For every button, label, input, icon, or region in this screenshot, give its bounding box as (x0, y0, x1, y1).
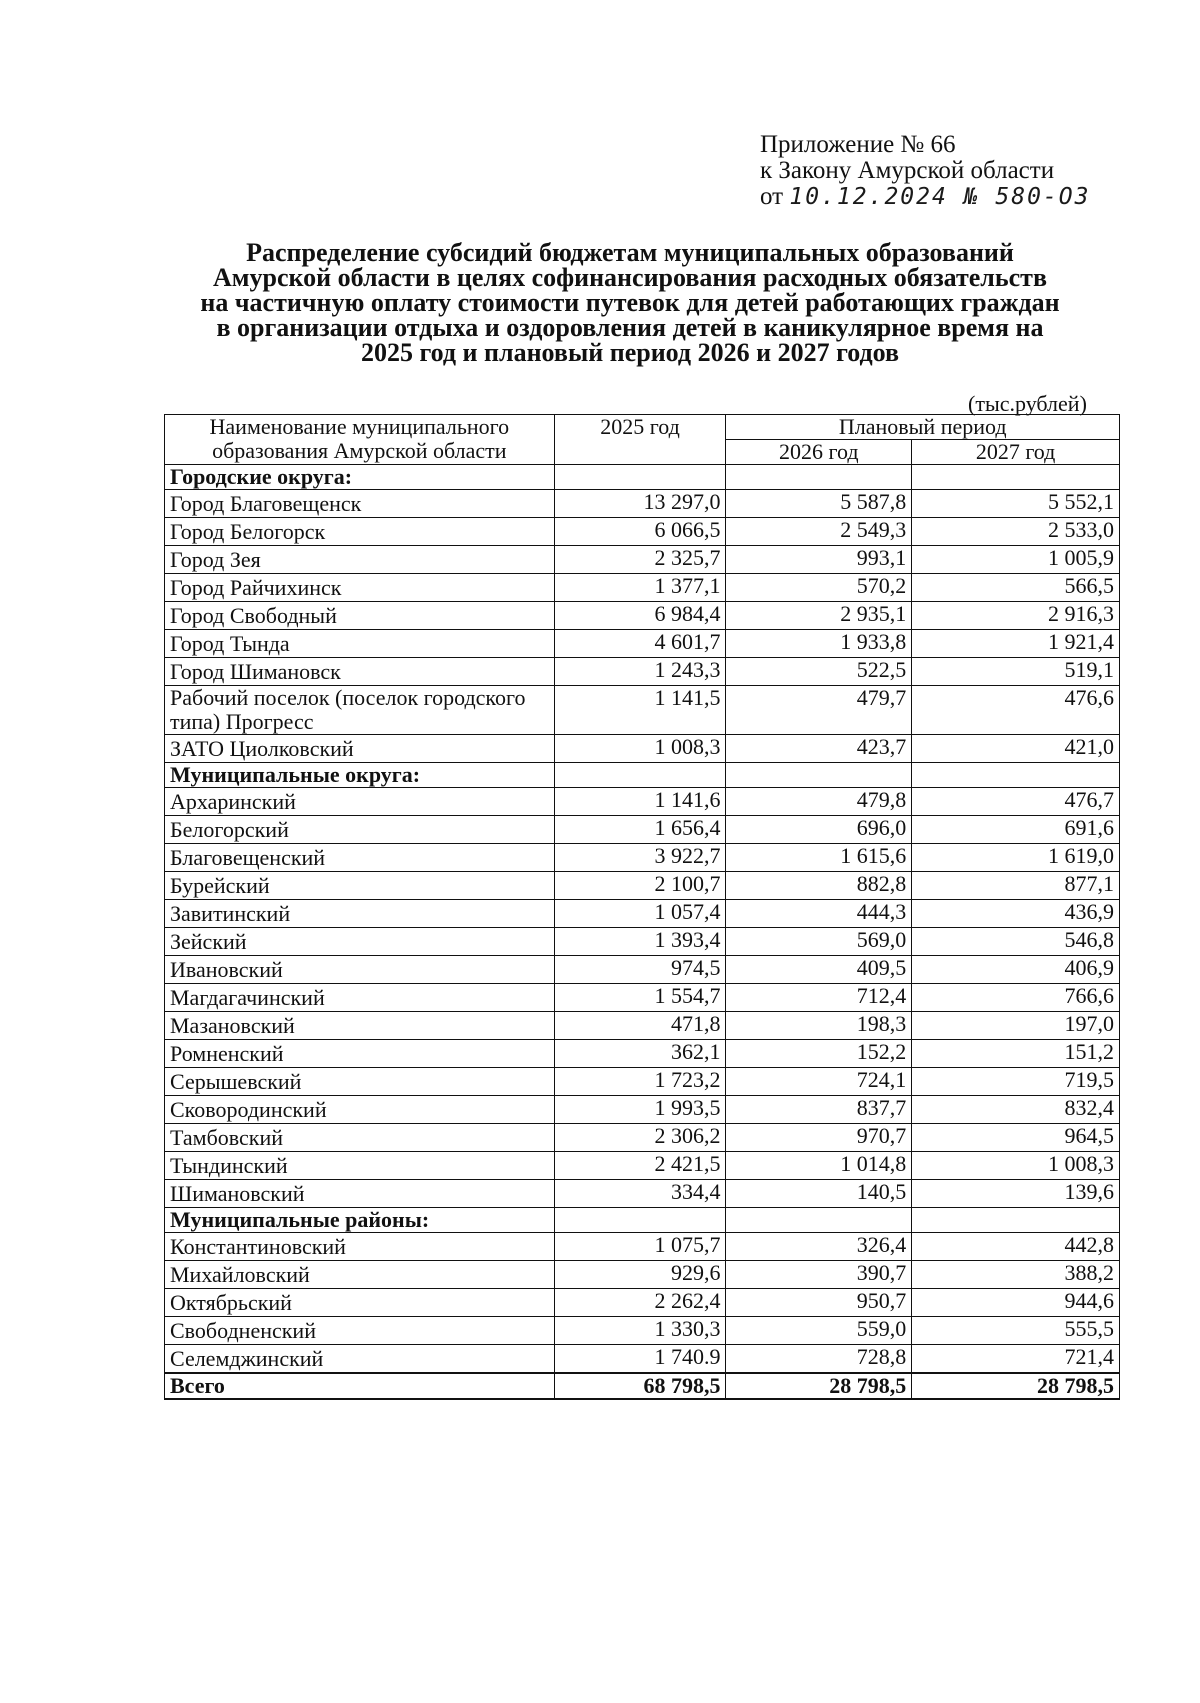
value-2026: 970,7 (726, 1124, 912, 1152)
empty-cell (912, 763, 1120, 788)
value-2025: 334,4 (554, 1180, 726, 1208)
section-title: Муниципальные округа: (165, 763, 555, 788)
header-2027: 2027 год (912, 440, 1120, 465)
appendix-date (760, 184, 1090, 210)
title-line-4: в организации отдыха и оздоровления детей в каникулярное время на (216, 313, 1044, 342)
section-header-row (165, 465, 1120, 490)
table-row (165, 1289, 1120, 1317)
value-2025: 471,8 (554, 1012, 726, 1040)
table-row (165, 1096, 1120, 1124)
value-2027: 2 916,3 (912, 602, 1120, 630)
header-2026: 2026 год (726, 440, 912, 465)
section-header-row (165, 1208, 1120, 1233)
units-label: (тыс.рублей) (968, 391, 1087, 416)
value-2026: 522,5 (726, 658, 912, 686)
municipality-name: Город Благовещенск (165, 490, 555, 518)
value-2025: 1 993,5 (554, 1096, 726, 1124)
value-2025: 6 066,5 (554, 518, 726, 546)
municipality-name: Серышевский (165, 1068, 555, 1096)
value-2026: 390,7 (726, 1261, 912, 1289)
section-header-row (165, 763, 1120, 788)
value-2025: 13 297,0 (554, 490, 726, 518)
municipality-name: Город Шимановск (165, 658, 555, 686)
table-row (165, 1012, 1120, 1040)
value-2027: 719,5 (912, 1068, 1120, 1096)
table-row (165, 735, 1120, 763)
municipality-name: Город Райчихинск (165, 574, 555, 602)
municipality-name: Рабочий поселок (поселок городского типа) Прогресс (165, 686, 555, 735)
table-row (165, 1180, 1120, 1208)
empty-cell (912, 465, 1120, 490)
table-row (165, 984, 1120, 1012)
table-row (165, 1317, 1120, 1345)
title-line-1: Распределение субсидий бюджетам муниципальных образований (246, 238, 1014, 267)
value-2026: 2 549,3 (726, 518, 912, 546)
empty-cell (726, 763, 912, 788)
value-2025: 974,5 (554, 956, 726, 984)
value-2026: 728,8 (726, 1345, 912, 1374)
value-2027: 519,1 (912, 658, 1120, 686)
value-2025: 4 601,7 (554, 630, 726, 658)
table-row (165, 788, 1120, 816)
value-2027: 877,1 (912, 872, 1120, 900)
value-2026: 444,3 (726, 900, 912, 928)
municipality-name: Шимановский (165, 1180, 555, 1208)
value-2027: 1 005,9 (912, 546, 1120, 574)
value-2025: 2 421,5 (554, 1152, 726, 1180)
table-row (165, 1233, 1120, 1261)
title-line-5: 2025 год и плановый период 2026 и 2027 годов (360, 338, 900, 367)
municipality-name: Зейский (165, 928, 555, 956)
title-line-3: на частичную оплату стоимости путевок для детей работающих граждан (200, 288, 1060, 317)
value-2025: 1 075,7 (554, 1233, 726, 1261)
value-2025: 362,1 (554, 1040, 726, 1068)
value-2027: 476,7 (912, 788, 1120, 816)
value-2025: 1 141,6 (554, 788, 726, 816)
municipality-name: Октябрьский (165, 1289, 555, 1317)
value-2026: 479,8 (726, 788, 912, 816)
value-2027: 832,4 (912, 1096, 1120, 1124)
header-name: Наименование муниципального образования Амурской области (165, 415, 555, 465)
value-2027: 2 533,0 (912, 518, 1120, 546)
appendix-number: Приложение № 66 (760, 131, 956, 158)
value-2025: 1 008,3 (554, 735, 726, 763)
table-row (165, 872, 1120, 900)
municipality-name: Архаринский (165, 788, 555, 816)
value-2027: 151,2 (912, 1040, 1120, 1068)
total-2026: 28 798,5 (726, 1373, 912, 1399)
table-row (165, 546, 1120, 574)
value-2025: 1 393,4 (554, 928, 726, 956)
value-2027: 5 552,1 (912, 490, 1120, 518)
value-2025: 6 984,4 (554, 602, 726, 630)
municipality-name: Бурейский (165, 872, 555, 900)
municipality-name: Город Белогорск (165, 518, 555, 546)
municipality-name: Константиновский (165, 1233, 555, 1261)
value-2026: 423,7 (726, 735, 912, 763)
value-2026: 1 014,8 (726, 1152, 912, 1180)
title-line-2: Амурской области в целях софинансирования расходных обязательств (213, 263, 1047, 292)
table-row (165, 1124, 1120, 1152)
municipality-name: Ромненский (165, 1040, 555, 1068)
empty-cell (554, 763, 726, 788)
empty-cell (726, 465, 912, 490)
value-2026: 1 615,6 (726, 844, 912, 872)
value-2026: 570,2 (726, 574, 912, 602)
municipality-name: Магдагачинский (165, 984, 555, 1012)
value-2026: 837,7 (726, 1096, 912, 1124)
table-row (165, 490, 1120, 518)
table-row (165, 816, 1120, 844)
table-row (165, 1040, 1120, 1068)
value-2026: 712,4 (726, 984, 912, 1012)
value-2027: 476,6 (912, 686, 1120, 735)
empty-cell (554, 1208, 726, 1233)
table-row (165, 1152, 1120, 1180)
table-row (165, 1345, 1120, 1374)
total-2025: 68 798,5 (554, 1373, 726, 1399)
municipality-name: Белогорский (165, 816, 555, 844)
table-row (165, 658, 1120, 686)
value-2026: 696,0 (726, 816, 912, 844)
value-2026: 2 935,1 (726, 602, 912, 630)
header-planned-period: Плановый период (726, 415, 1120, 440)
value-2027: 197,0 (912, 1012, 1120, 1040)
table-row (165, 518, 1120, 546)
municipality-name: Завитинский (165, 900, 555, 928)
municipality-name: Ивановский (165, 956, 555, 984)
value-2026: 152,2 (726, 1040, 912, 1068)
value-2025: 1 243,3 (554, 658, 726, 686)
value-2027: 442,8 (912, 1233, 1120, 1261)
table-row (165, 686, 1120, 735)
value-2025: 2 100,7 (554, 872, 726, 900)
value-2025: 1 656,4 (554, 816, 726, 844)
section-title: Городские округа: (165, 465, 555, 490)
municipality-name: Михайловский (165, 1261, 555, 1289)
empty-cell (554, 465, 726, 490)
value-2027: 721,4 (912, 1345, 1120, 1374)
handwritten-date-signature: 10.12.2024 № 580-ОЗ (789, 184, 1091, 210)
appendix-law: к Закону Амурской области (760, 157, 1055, 184)
table-row (165, 630, 1120, 658)
table-row (165, 928, 1120, 956)
empty-cell (912, 1208, 1120, 1233)
value-2025: 1 057,4 (554, 900, 726, 928)
total-row (165, 1373, 1120, 1399)
value-2026: 724,1 (726, 1068, 912, 1096)
value-2027: 406,9 (912, 956, 1120, 984)
table-row (165, 844, 1120, 872)
municipality-name: Мазановский (165, 1012, 555, 1040)
value-2026: 5 587,8 (726, 490, 912, 518)
value-2027: 388,2 (912, 1261, 1120, 1289)
value-2025: 1 330,3 (554, 1317, 726, 1345)
section-title: Муниципальные районы: (165, 1208, 555, 1233)
value-2026: 479,7 (726, 686, 912, 735)
value-2026: 1 933,8 (726, 630, 912, 658)
municipality-name: Тамбовский (165, 1124, 555, 1152)
value-2026: 409,5 (726, 956, 912, 984)
value-2026: 569,0 (726, 928, 912, 956)
value-2025: 2 306,2 (554, 1124, 726, 1152)
municipality-name: Сковородинский (165, 1096, 555, 1124)
value-2027: 555,5 (912, 1317, 1120, 1345)
value-2027: 139,6 (912, 1180, 1120, 1208)
value-2027: 1 921,4 (912, 630, 1120, 658)
value-2027: 566,5 (912, 574, 1120, 602)
table-row (165, 1261, 1120, 1289)
total-2027: 28 798,5 (912, 1373, 1120, 1399)
municipality-name: Благовещенский (165, 844, 555, 872)
table-row (165, 1068, 1120, 1096)
value-2025: 2 262,4 (554, 1289, 726, 1317)
municipality-name: Город Свободный (165, 602, 555, 630)
value-2027: 944,6 (912, 1289, 1120, 1317)
table-body (165, 465, 1120, 1400)
value-2025: 1 554,7 (554, 984, 726, 1012)
appendix-date-prefix: от (760, 183, 784, 210)
total-label: Всего (165, 1373, 555, 1399)
municipality-name: Селемджинский (165, 1345, 555, 1374)
value-2026: 950,7 (726, 1289, 912, 1317)
empty-cell (726, 1208, 912, 1233)
value-2025: 1 141,5 (554, 686, 726, 735)
appendix-block (760, 132, 1090, 210)
municipality-name: Свободненский (165, 1317, 555, 1345)
value-2025: 1 740.9 (554, 1345, 726, 1374)
value-2026: 140,5 (726, 1180, 912, 1208)
value-2026: 993,1 (726, 546, 912, 574)
table-row (165, 900, 1120, 928)
value-2027: 436,9 (912, 900, 1120, 928)
municipality-name: ЗАТО Циолковский (165, 735, 555, 763)
value-2025: 1 377,1 (554, 574, 726, 602)
table-row (165, 956, 1120, 984)
municipality-name: Город Зея (165, 546, 555, 574)
value-2027: 546,8 (912, 928, 1120, 956)
value-2025: 929,6 (554, 1261, 726, 1289)
value-2025: 1 723,2 (554, 1068, 726, 1096)
value-2026: 559,0 (726, 1317, 912, 1345)
table-row (165, 602, 1120, 630)
subsidy-table (164, 414, 1120, 1400)
document-title (130, 240, 1130, 365)
value-2025: 3 922,7 (554, 844, 726, 872)
value-2027: 691,6 (912, 816, 1120, 844)
table-row (165, 574, 1120, 602)
value-2025: 2 325,7 (554, 546, 726, 574)
value-2026: 882,8 (726, 872, 912, 900)
value-2027: 421,0 (912, 735, 1120, 763)
value-2027: 1 619,0 (912, 844, 1120, 872)
value-2027: 766,6 (912, 984, 1120, 1012)
value-2026: 326,4 (726, 1233, 912, 1261)
value-2027: 964,5 (912, 1124, 1120, 1152)
header-2025: 2025 год (554, 415, 726, 465)
value-2026: 198,3 (726, 1012, 912, 1040)
municipality-name: Город Тында (165, 630, 555, 658)
value-2027: 1 008,3 (912, 1152, 1120, 1180)
municipality-name: Тындинский (165, 1152, 555, 1180)
